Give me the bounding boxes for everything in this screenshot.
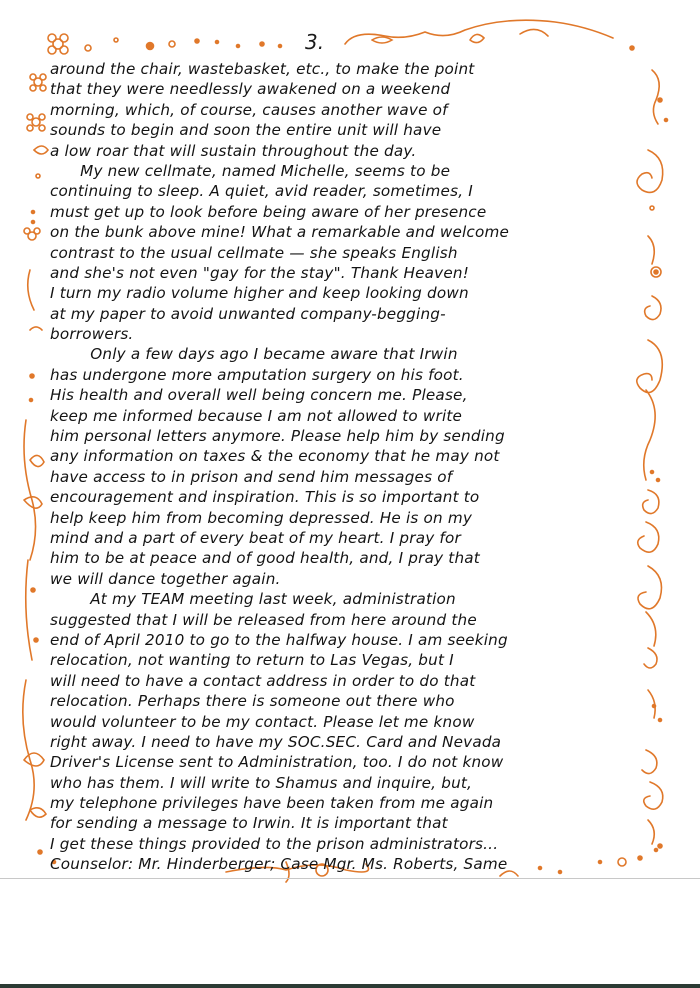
letter-line: that they were needlessly awakened on a weekend xyxy=(50,80,451,99)
letter-line: end of April 2010 to go to the halfway house. I am seeking xyxy=(50,630,508,649)
letter-line: will need to have a contact address in order to do that xyxy=(50,671,476,690)
letter-line: at my paper to avoid unwanted company-begging- xyxy=(50,304,446,323)
letter-line: relocation, not wanting to return to Las Vegas, but I xyxy=(50,651,454,670)
letter-line: contrast to the usual cellmate — she speaks English xyxy=(50,243,458,262)
letter-line: help keep him from becoming depressed. He is on my xyxy=(50,508,473,527)
letter-line: my telephone privileges have been taken from me again xyxy=(50,794,494,813)
footer-rule xyxy=(0,984,700,988)
letter-line: borrowers. xyxy=(50,325,134,344)
letter-line: around the chair, wastebasket, etc., to make the point xyxy=(50,60,475,78)
letter-line: morning, which, of course, causes another wave of xyxy=(50,100,448,119)
letter-line: relocation. Perhaps there is someone out there who xyxy=(50,692,455,711)
letter-line: we will dance together again. xyxy=(50,569,281,588)
letter-line: Counselor: Mr. Hinderberger; Case Mgr. Ms. Roberts, Same xyxy=(50,855,508,874)
letter-line: for sending a message to Irwin. It is important that xyxy=(50,814,448,833)
letter-body xyxy=(50,59,656,875)
letter-line: him personal letters anymore. Please help him by sending xyxy=(50,427,505,446)
letter-line: Driver's License sent to Administration, too. I do not know xyxy=(50,753,504,772)
letter-line: must get up to look before being aware of her presence xyxy=(50,202,487,221)
letter-line: suggested that I will be released from here around the xyxy=(50,610,477,629)
letter-line: encouragement and inspiration. This is so important to xyxy=(50,488,480,507)
letter-line: I turn my radio volume higher and keep looking down xyxy=(50,284,469,303)
letter-line: Only a few days ago I became aware that Irwin xyxy=(50,345,458,364)
page-edge-line xyxy=(0,878,700,879)
letter-line: My new cellmate, named Michelle, seems to be xyxy=(50,161,451,180)
letter-line: any information on taxes & the economy that he may not xyxy=(50,447,500,466)
letter-line: sounds to begin and soon the entire unit will have xyxy=(50,121,442,140)
letter-line: keep me informed because I am not allowed to write xyxy=(50,406,463,425)
letter-line: I get these things provided to the prison administrators... xyxy=(50,834,499,853)
letter-line: has undergone more amputation surgery on his foot. xyxy=(50,365,464,384)
letter-line: and she's not even "gay for the stay". Thank Heaven! xyxy=(50,263,470,282)
letter-line: have access to in prison and send him messages of xyxy=(50,467,453,486)
letter-line: would volunteer to be my contact. Please let me know xyxy=(50,712,475,731)
letter-line: who has them. I will write to Shamus and inquire, but, xyxy=(50,773,473,792)
letter-line: on the bunk above mine! What a remarkable and welcome xyxy=(50,223,510,242)
page-number: 3. xyxy=(305,30,325,54)
letter-line: a low roar that will sustain throughout the day. xyxy=(50,141,417,160)
letter-line: continuing to sleep. A quiet, avid reader, sometimes, I xyxy=(50,182,473,201)
top-flourish xyxy=(85,20,613,51)
letter-line: mind and a part of every beat of my heart. I pray for xyxy=(50,528,461,547)
letter-line: right away. I need to have my SOC.SEC. Card and Nevada xyxy=(50,732,502,751)
letter-line: His health and overall well being concern me. Please, xyxy=(50,386,468,405)
letter-line: him to be at peace and of good health, and, I pray that xyxy=(50,549,480,568)
letter-line: At my TEAM meeting last week, administration xyxy=(50,590,456,609)
